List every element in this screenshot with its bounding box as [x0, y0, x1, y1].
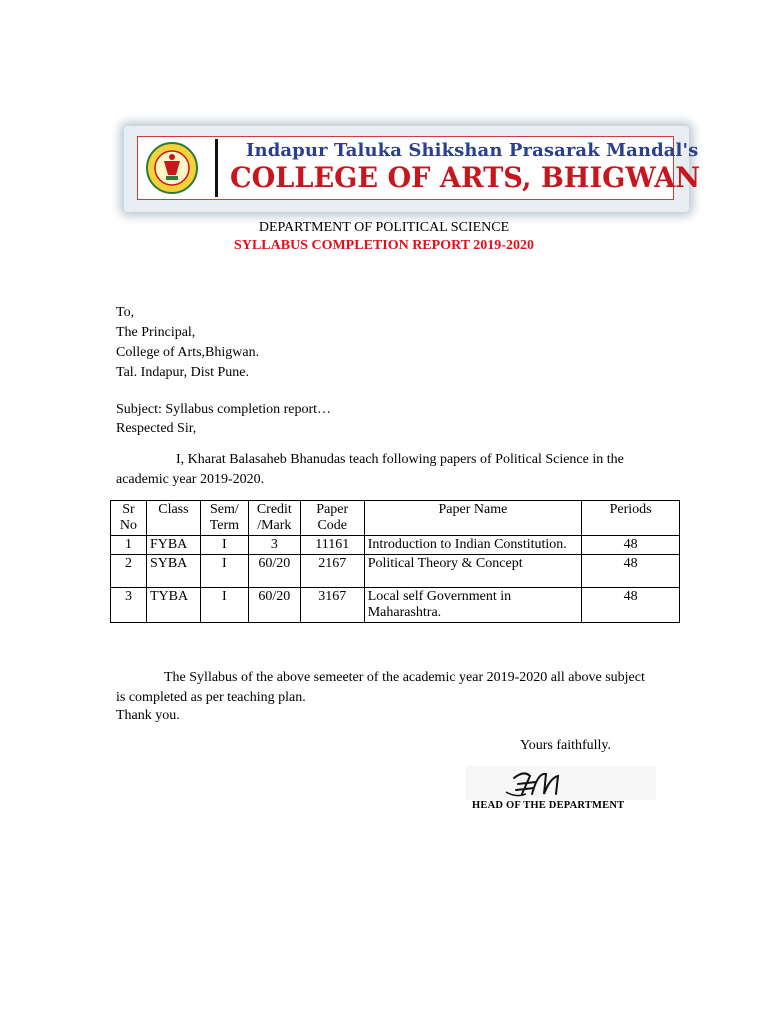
address-line-3: Tal. Indapur, Dist Pune. — [116, 365, 249, 380]
cell-credit: 60/20 — [248, 588, 300, 623]
cell-credit: 60/20 — [248, 555, 300, 588]
address-line-1: The Principal, — [116, 325, 196, 340]
cell-credit: 3 — [248, 536, 300, 555]
cell-sr: 1 — [111, 536, 147, 555]
cell-code: 3167 — [300, 588, 364, 623]
banner-divider — [215, 139, 218, 197]
header-periods: Periods — [582, 501, 680, 536]
cell-sr: 3 — [111, 588, 147, 623]
cell-periods: 48 — [582, 588, 680, 623]
cell-code: 2167 — [300, 555, 364, 588]
header-paper-name: Paper Name — [364, 501, 581, 536]
closing-line: Yours faithfully. — [520, 738, 612, 753]
trust-name: Indapur Taluka Shikshan Prasarak Mandal's — [246, 140, 699, 161]
subject-line: Subject: Syllabus completion report… — [116, 402, 332, 417]
salutation: Respected Sir, — [116, 421, 197, 436]
papers-table — [110, 500, 680, 623]
table-row — [111, 555, 680, 588]
college-emblem-icon — [144, 141, 200, 195]
address-line-2: College of Arts,Bhigwan. — [116, 345, 260, 360]
cell-sem: I — [200, 588, 248, 623]
table-row — [111, 588, 680, 623]
address-to: To, — [116, 305, 135, 320]
cell-paper-name: Introduction to Indian Constitution. — [364, 536, 581, 555]
cell-sem: I — [200, 536, 248, 555]
cell-paper-name: Local self Government in Maharashtra. — [364, 588, 581, 623]
signature-icon — [466, 764, 656, 804]
department-heading: DEPARTMENT OF POLITICAL SCIENCE — [258, 220, 510, 235]
banner-frame — [137, 136, 701, 200]
header-credit-mark: Credit /Mark — [248, 501, 300, 536]
cell-paper-name: Political Theory & Concept — [364, 555, 581, 588]
report-title: SYLLABUS COMPLETION REPORT 2019-2020 — [234, 238, 534, 253]
table-row — [111, 536, 680, 555]
conclusion-paragraph: The Syllabus of the above semeeter of the academic year 2019-2020 all above subject is completed as per teaching plan. — [116, 670, 645, 705]
cell-class: SYBA — [146, 555, 200, 588]
cell-class: FYBA — [146, 536, 200, 555]
signatory-title: HEAD OF THE DEPARTMENT — [472, 800, 625, 811]
table-header-row — [111, 501, 680, 536]
cell-sr: 2 — [111, 555, 147, 588]
header-paper-code: Paper Code — [300, 501, 364, 536]
cell-class: TYBA — [146, 588, 200, 623]
cell-periods: 48 — [582, 536, 680, 555]
cell-periods: 48 — [582, 555, 680, 588]
cell-sem: I — [200, 555, 248, 588]
college-banner — [124, 126, 701, 212]
college-name: COLLEGE OF ARTS, BHIGWAN — [230, 161, 701, 194]
header-sem-term: Sem/ Term — [200, 501, 248, 536]
header-class: Class — [146, 501, 200, 536]
header-sr-no: Sr No — [111, 501, 147, 536]
cell-code: 11161 — [300, 536, 364, 555]
intro-paragraph: I, Kharat Balasaheb Bhanudas teach following papers of Political Science in the academic year 2019-2020. — [116, 452, 624, 487]
thanks-line: Thank you. — [116, 708, 180, 723]
